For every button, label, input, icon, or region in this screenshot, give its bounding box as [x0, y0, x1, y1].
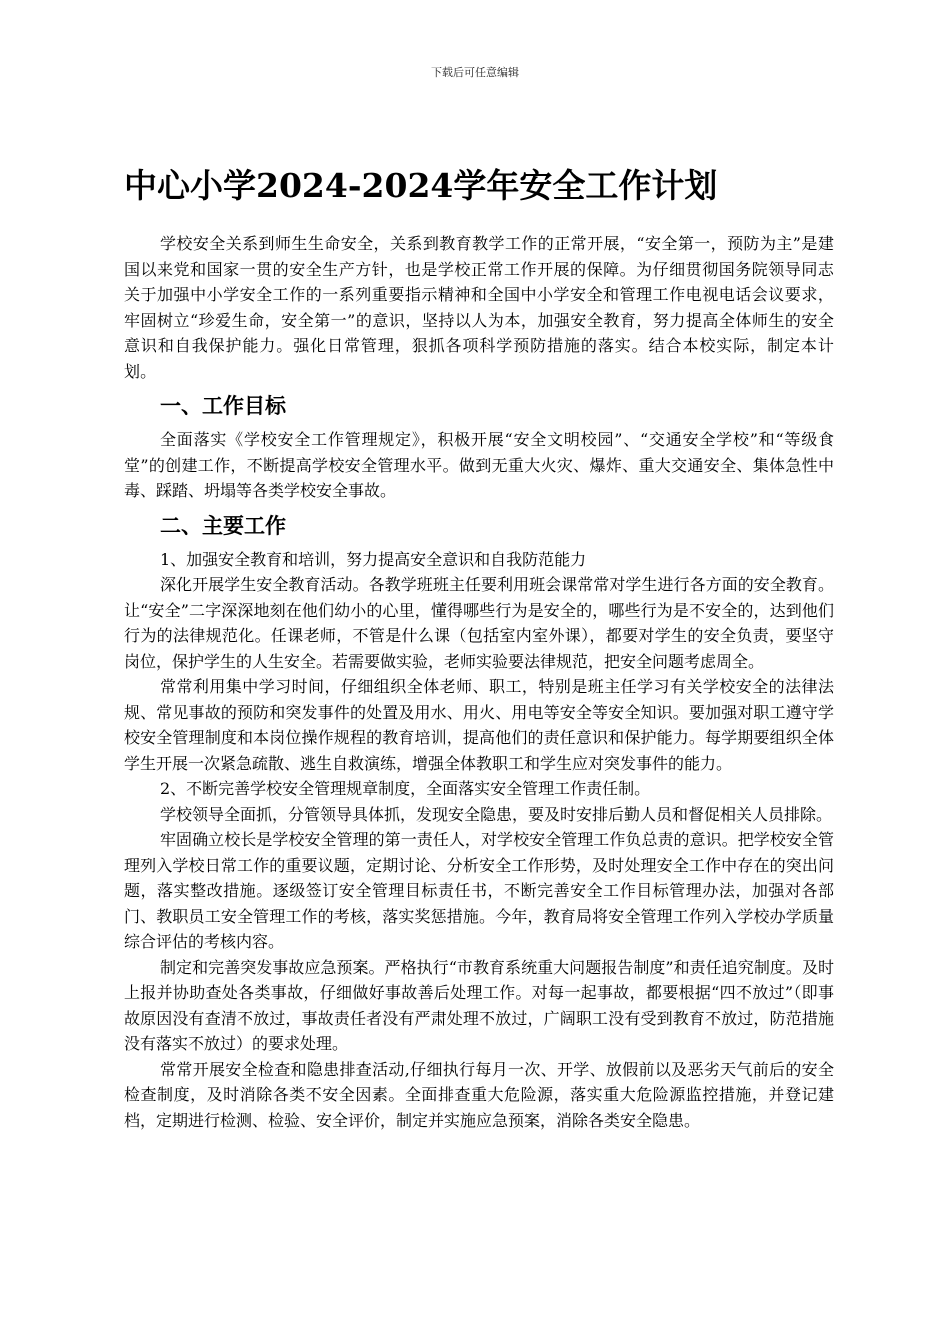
intro-paragraph: 学校安全关系到师生生命安全，关系到教育教学工作的正常开展，“安全第一，预防为主”是建国以来党和国家一贯的安全生产方针，也是学校正常工作开展的保障。为仔细贯彻国务院领导同志关于加强中小学安全工作的一系列重要指示精神和全国中小学安全和管理工作电视电话会议要求，牢固树立“珍爱生命，安全第一”的意识，坚持以人为本，加强安全教育，努力提高全体师生的安全意识和自我保护能力。强化日常管理，狠抓各项科学预防措施的落实。结合本校实际，制定本计划。: [124, 234, 834, 381]
document-body: [124, 231, 834, 1133]
main-work-item-1-title: 1、加强安全教育和培训，努力提高安全意识和自我防范能力: [160, 549, 587, 569]
main-work-paragraph: 常常利用集中学习时间，仔细组织全体老师、职工，特别是班主任学习有关学校安全的法律法规、常见事故的预防和突发事件的处置及用水、用火、用电等安全等安全知识。要加强对职工遵守学校安全管理制度和本岗位操作规程的教育培训，提高他们的责任意识和保护能力。每学期要组织全体学生开展一次紧急疏散、逃生自救演练，增强全体教职工和学生应对突发事件的能力。: [124, 677, 834, 773]
main-work-paragraph: 深化开展学生安全教育活动。各教学班班主任要利用班会课常常对学生进行各方面的安全教育。让“安全”二字深深地刻在他们幼小的心里，懂得哪些行为是安全的，哪些行为是不安全的，达到他们行为的法律规范化。任课老师，不管是什么课（包括室内室外课），都要对学生的安全负责，要坚守岗位，保护学生的人生安全。若需要做实验，老师实验要法律规范，把安全问题考虑周全。: [124, 575, 834, 671]
main-work-paragraph: 学校领导全面抓，分管领导具体抓，发现安全隐患，要及时安排后勤人员和督促相关人员排除。: [160, 804, 833, 824]
main-work-paragraph: 制定和完善突发事故应急预案。严格执行“市教育系统重大问题报告制度”和责任追究制度。及时上报并协助查处各类事故，仔细做好事故善后处理工作。对每一起事故，都要根据“四不放过”（即事故原因没有查清不放过，事故责任者没有严肃处理不放过，广阔职工没有受到教育不放过，防范措施没有落实不放过）的要求处理。: [124, 957, 834, 1053]
document-title: 中心小学2024-2024学年安全工作计划: [124, 166, 718, 205]
section-heading-goals: 一、工作目标: [160, 393, 286, 418]
page-header-note: 下载后可任意编辑: [431, 66, 519, 79]
section-heading-main-work: 二、主要工作: [160, 512, 286, 538]
main-work-paragraph: 牢固确立校长是学校安全管理的第一责任人，对学校安全管理工作负总责的意识。把学校安全管理列入学校日常工作的重要议题，定期讨论、分析安全工作形势，及时处理安全工作中存在的突出问题，落实整改措施。逐级签订安全管理目标责任书，不断完善安全工作目标管理办法，加强对各部门、教职员工安全管理工作的考核，落实奖惩措施。今年，教育局将安全管理工作列入学校办学质量综合评估的考核内容。: [124, 830, 834, 951]
main-work-item-2-title: 2、不断完善学校安全管理规章制度，全面落实安全管理工作责任制。: [160, 779, 651, 798]
goals-paragraph: 全面落实《学校安全工作管理规定》，积极开展“安全文明校园”、“交通安全学校”和“等级食堂”的创建工作，不断提高学校安全管理水平。做到无重大火灾、爆炸、重大交通安全、集体急性中毒、踩踏、坍塌等各类学校安全事故。: [124, 430, 834, 500]
main-work-paragraph: 常常开展安全检查和隐患排查活动,仔细执行每月一次、开学、放假前以及恶劣天气前后的安全检查制度，及时消除各类不安全因素。全面排查重大危险源，落实重大危险源监控措施，并登记建档，定期进行检测、检验、安全评价，制定并实施应急预案，消除各类安全隐患。: [124, 1059, 834, 1130]
